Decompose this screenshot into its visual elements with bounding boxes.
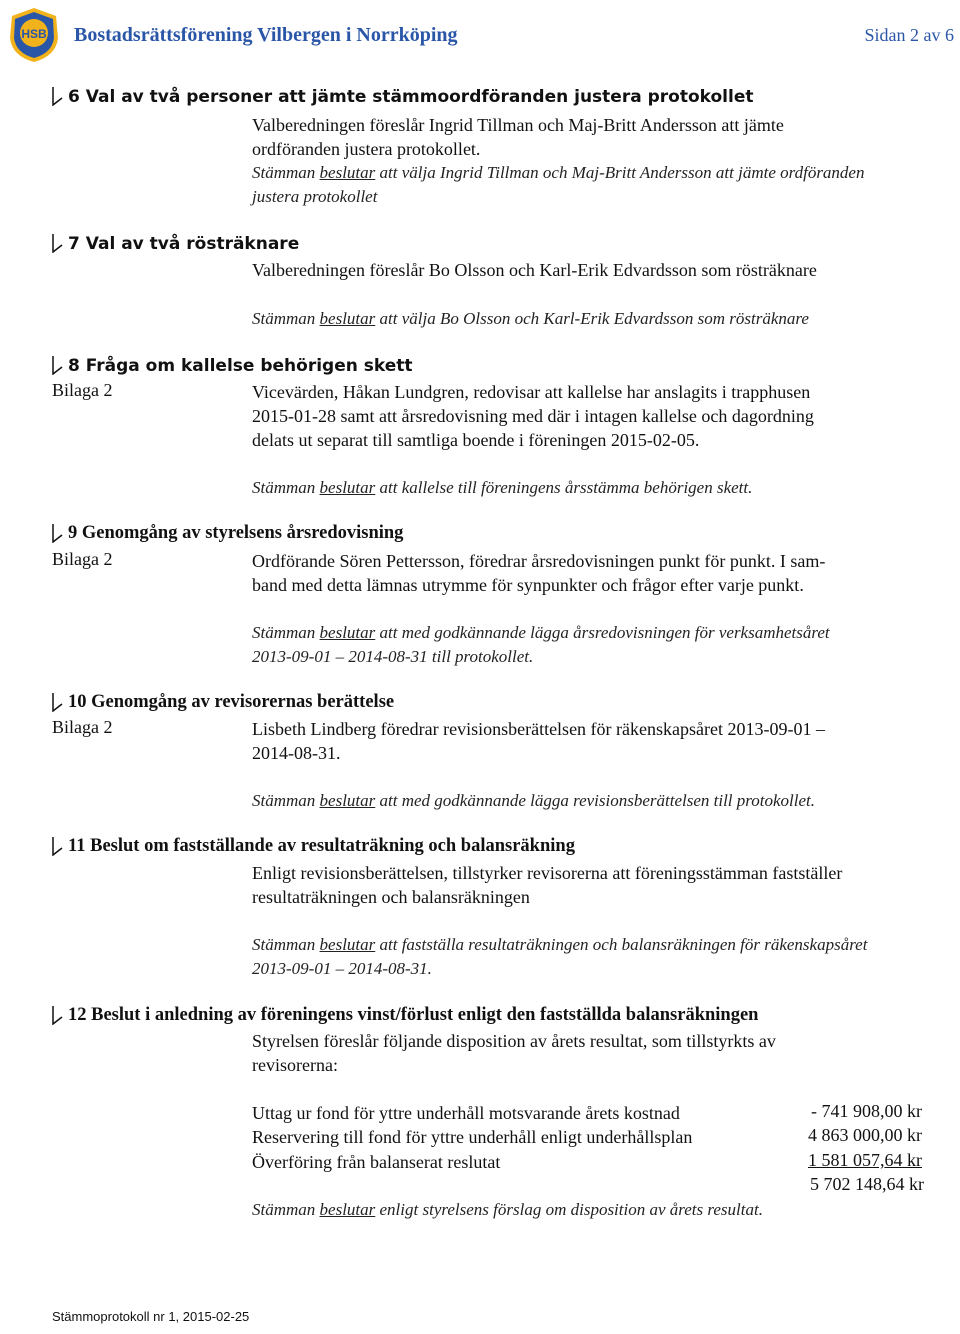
section-8-line-3: delats ut separat till samtliga boende i föreningen 2015-02-05. [252, 430, 700, 450]
section-11-line-1: Enligt revisionsberättelsen, tillstyrker revisorerna att föreningsstämman fastställer [252, 863, 843, 883]
section-9-decision-line-2: 2013-09-01 – 2014-08-31 till protokollet. [252, 647, 534, 666]
section-9-heading: 9 Genomgång av styrelsens årsredovisning [68, 523, 404, 543]
section-11-line-2: resultaträkningen och balansräkningen [252, 887, 530, 907]
section-10-line-1: Lisbeth Lindberg föredrar revisionsberättelsen för räkenskapsåret 2013-09-01 – [252, 719, 825, 739]
disposition-total: 5 702 148,64 kr [810, 1174, 924, 1194]
section-7-decision-line-1: Stämman beslutar att välja Bo Olsson och Karl-Erik Edvardsson som rösträknare [252, 309, 809, 328]
section-10-attachment: Bilaga 2 [52, 717, 113, 737]
disposition-row-label: Uttag ur fond för yttre underhåll motsvarande årets kostnad [252, 1103, 680, 1123]
section-12-line-1: Styrelsen föreslår följande disposition av årets resultat, som tillstyrkts av [252, 1031, 776, 1051]
disposition-row-label: Överföring från balanserat reslutat [252, 1152, 501, 1172]
section-12-decision-line-1: Stämman beslutar enligt styrelsens förslag om disposition av årets resultat. [252, 1200, 763, 1219]
section-8-decision-line-1: Stämman beslutar att kallelse till föreningens årsstämma behörigen skett. [252, 478, 753, 497]
section-12-heading: 12 Beslut i anledning av föreningens vinst/förlust enligt den fastställda balansräkningen [68, 1005, 759, 1025]
section-11-decision-line-2: 2013-09-01 – 2014-08-31. [252, 959, 432, 978]
section-marker-icon [50, 836, 64, 856]
section-10-heading: 10 Genomgång av revisorernas berättelse [68, 692, 395, 712]
section-6-line-2: ordföranden justera protokollet. [252, 139, 481, 159]
section-marker-icon [50, 355, 64, 375]
disposition-row-amount: 4 863 000,00 kr [808, 1125, 922, 1145]
section-marker-icon [50, 692, 64, 712]
section-8-heading: 8 Fråga om kallelse behörigen skett [68, 356, 413, 376]
section-8-line-1: Vicevärden, Håkan Lundgren, redovisar att kallelse har anslagits i trapphusen [252, 382, 811, 402]
section-6-heading: 6 Val av två personer att jämte stämmoordföranden justera protokollet [68, 87, 754, 107]
disposition-row-label: Reservering till fond för yttre underhåll enligt underhållsplan [252, 1127, 693, 1147]
section-6-line-1: Valberedningen föreslår Ingrid Tillman och Maj-Britt Andersson att jämte [252, 115, 784, 135]
section-8-attachment: Bilaga 2 [52, 380, 113, 400]
section-marker-icon [50, 523, 64, 543]
section-6-decision-line-2: justera protokollet [252, 187, 378, 206]
section-9-decision-line-1: Stämman beslutar att med godkännande lägga årsredovisningen för verksamhetsåret [252, 623, 830, 642]
section-marker-icon [50, 86, 64, 106]
organization-title: Bostadsrättsförening Vilbergen i Norrköping [74, 24, 458, 46]
logo-text: HSB [21, 27, 47, 41]
section-6-decision-line-1: Stämman beslutar att välja Ingrid Tillman och Maj-Britt Andersson att jämte ordföranden [252, 163, 865, 182]
page-indicator: Sidan 2 av 6 [864, 25, 954, 45]
section-marker-icon [50, 233, 64, 253]
section-10-line-2: 2014-08-31. [252, 743, 341, 763]
section-10-decision-line-1: Stämman beslutar att med godkännande lägga revisionsberättelsen till protokollet. [252, 791, 815, 810]
section-11-heading: 11 Beslut om fastställande av resultaträkning och balansräkning [68, 836, 575, 856]
disposition-row-amount: - 741 908,00 kr [811, 1101, 922, 1121]
hsb-logo [6, 6, 62, 64]
section-9-attachment: Bilaga 2 [52, 549, 113, 569]
section-9-line-1: Ordförande Sören Pettersson, föredrar årsredovisningen punkt för punkt. I sam- [252, 551, 826, 571]
section-12-line-2: revisorerna: [252, 1055, 338, 1075]
section-9-line-2: band med detta lämnas utrymme för synpunkter och frågor efter varje punkt. [252, 575, 804, 595]
section-7-heading: 7 Val av två rösträknare [68, 234, 300, 254]
disposition-row-amount: 1 581 057,64 kr [808, 1150, 922, 1170]
document-footer: Stämmoprotokoll nr 1, 2015-02-25 [52, 1309, 250, 1324]
section-7-line-1: Valberedningen föreslår Bo Olsson och Karl-Erik Edvardsson som rösträknare [252, 260, 817, 280]
section-11-decision-line-1: Stämman beslutar att fastställa resultaträkningen och balansräkningen för räkenskapsåret [252, 935, 868, 954]
section-marker-icon [50, 1005, 64, 1025]
section-8-line-2: 2015-01-28 samt att årsredovisning med där i intagen kallelse och dagordning [252, 406, 814, 426]
